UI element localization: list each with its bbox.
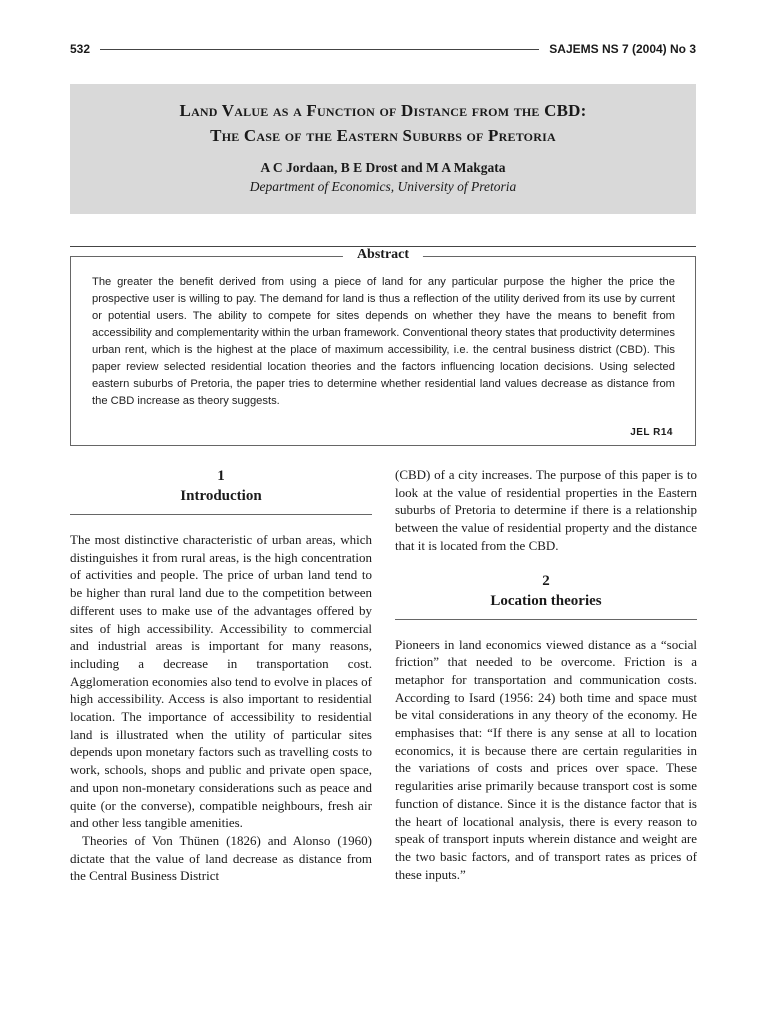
section-1-title: Introduction: [180, 488, 262, 504]
paper-title-line-1: Land Value as a Function of Distance from the CBD:: [179, 101, 587, 120]
section-2-title: Location theories: [490, 592, 602, 609]
header-rule: [100, 49, 539, 50]
jel-code: JEL R14: [630, 427, 673, 438]
intro-paragraph-1: The most distinctive characteristic of urban areas, which distinguishes it from rural areas, is the high concentration of activities and people. The price of urban land tend to be higher than rural land due to the competition between different uses to make use of the advantages offered by sites of high accessibility. Accessibility to commercial and industrial areas is important for many reasons, including a decrease in transportation cost. Agglomeration economies also tend to evolve in places of high accessibility. Access is also important to residential location. The importance of accessibility to residential land is illustrated when the utility of particular sites depends upon monetary factors such as travelling costs to work, schools, shops and public and private open space, and upon non-monetary considerations such as peace and quite (or the converse), compatible neighbours, fresh air and other less tangible amenities.: [70, 532, 372, 831]
title-block: [70, 84, 696, 214]
abstract-box: [70, 247, 696, 446]
page-number: 532: [70, 42, 91, 56]
section-1-rule: [70, 514, 372, 515]
running-header: [70, 40, 696, 58]
section-2-rule: [395, 619, 697, 620]
section-1-number: 1: [217, 468, 225, 484]
right-column: [395, 466, 697, 883]
intro-paragraph-2-continued: (CBD) of a city increases. The purpose of this paper is to look at the value of residential properties in the Eastern suburbs of Pretoria to determine if there is a relationship between the value of residential property and the distance that it is located from the CBD.: [395, 467, 697, 553]
paper-title-line-2: The Case of the Eastern Suburbs of Pretoria: [210, 126, 556, 145]
journal-citation: SAJEMS NS 7 (2004) No 3: [549, 42, 696, 56]
section-2-number: 2: [542, 572, 550, 589]
affiliation: Department of Economics, University of Pretoria: [249, 179, 517, 194]
left-column: [70, 466, 372, 885]
abstract-heading: Abstract: [343, 247, 423, 263]
abstract-text: The greater the benefit derived from using a piece of land for any particular purpose the higher the price the prospective user is willing to pay. The demand for land is thus a reflection of the utility derived from its use by current or potential users. The ability to compete for sites depends on whether they have the means to benefit from accessibility and complementarity within the urban framework. Conventional theory states that productivity determines urban rent, which is the highest at the place of maximum accessibility, i.e. the central business district (CBD). This paper review selected residential location theories and the factors influencing location decisions. Using selected eastern suburbs of Pretoria, the paper tries to determine whether residential land values decrease as distance from the CBD increase as theory suggests.: [92, 276, 675, 407]
location-paragraph-1: Pioneers in land economics viewed distance as a “social friction” that needed to be overcome. Friction is a metaphor for transportation and communication costs. According to Isard (1956: 24) both time and space must be vital considerations in any theory of the economy. He emphasises that: “If there is any sense at all to location economics, it is because there are certain regularities in the variations of costs and prices over space. These regularities arise primarily because transport cost is some function of distance. Since it is the distance factor that is the heart of locational analysis, there is every reason to speak of transport inputs wherein distance and weight are the two basic factors, and of transport rates as prices of these inputs.”: [395, 636, 697, 882]
intro-paragraph-2: Theories of Von Thünen (1826) and Alonso (1960) dictate that the value of land decrease as distance from the Central Business District: [70, 832, 372, 884]
authors: A C Jordaan, B E Drost and M A Makgata: [260, 160, 506, 175]
